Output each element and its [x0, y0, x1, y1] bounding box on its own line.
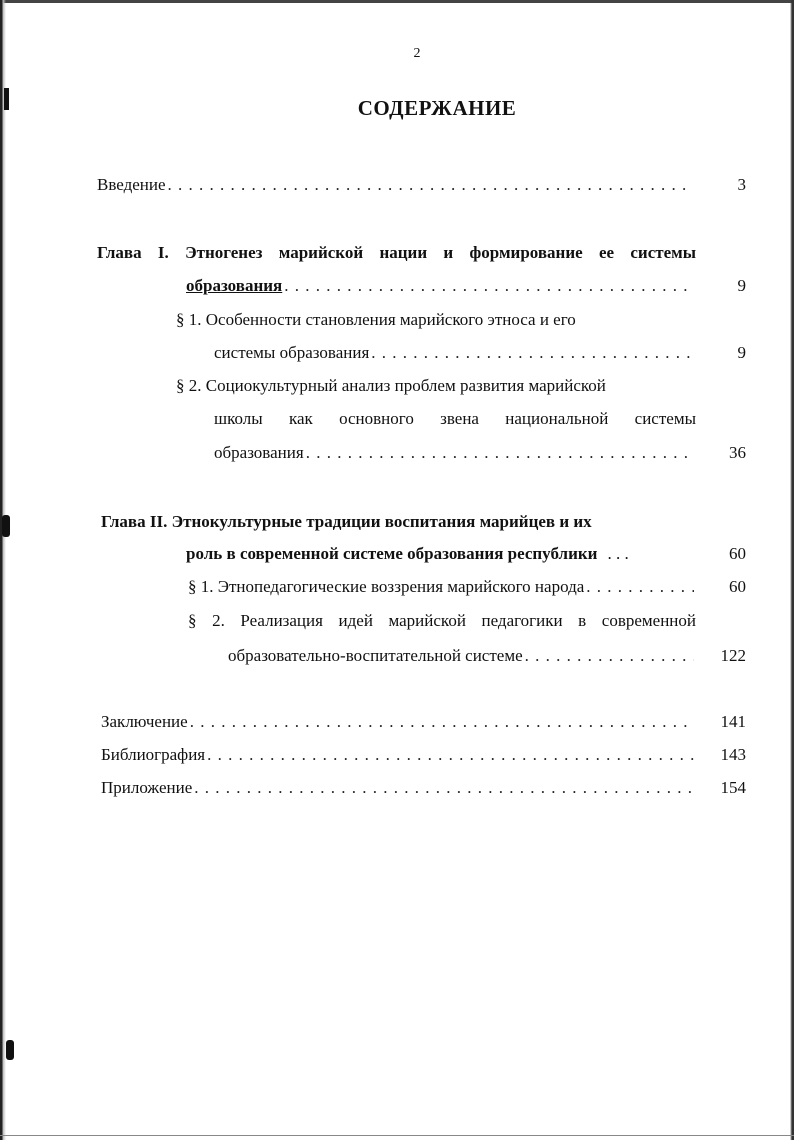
chapter2-title-line1[interactable]: Глава II. Этнокультурные традиции воспитания марийцев и их: [101, 512, 592, 531]
toc-page-bibliography: 143: [720, 745, 746, 764]
toc-label: Заключение: [101, 712, 188, 731]
chapter2-section2-line1[interactable]: § 2. Реализация идей марийской педагогики в современной: [188, 611, 696, 630]
leader-dots: [284, 276, 694, 296]
toc-label: Введение: [97, 175, 166, 194]
chapter1-title-line1[interactable]: Глава I. Этногенез марийской нации и формирование ее системы: [97, 243, 696, 262]
leader-dots: [194, 778, 694, 798]
toc-page-chapter1: 9: [737, 276, 746, 295]
leader-dots: [525, 646, 694, 666]
toc-entry-intro[interactable]: [97, 175, 693, 195]
toc-label: системы образования: [214, 343, 370, 362]
leader-dots: [168, 175, 691, 195]
scan-top-edge: [0, 0, 794, 3]
chapter1-section1-line2[interactable]: [214, 343, 696, 363]
toc-page-conclusion: 141: [720, 712, 746, 731]
chapter1-section1-line1[interactable]: § 1. Особенности становления марийского этноса и его: [176, 310, 576, 329]
leader-dots: [207, 745, 694, 765]
leader-dots: [190, 712, 694, 732]
toc-page-appendix: 154: [720, 778, 746, 797]
toc-label: Библиография: [101, 745, 206, 764]
leader-dots: [306, 443, 694, 463]
toc-page-chapter2: 60: [729, 544, 746, 563]
scan-mark: [2, 515, 10, 537]
toc-page-intro: 3: [737, 175, 746, 194]
toc-label: образования: [186, 276, 283, 295]
toc-label: образовательно-воспитательной системе: [228, 646, 523, 665]
toc-page-chapter1-section1: 9: [737, 343, 746, 362]
toc-page-chapter2-section2: 122: [720, 646, 746, 665]
scan-bottom-edge: [0, 1135, 794, 1136]
scan-mark: [6, 1040, 14, 1060]
leader-dots: . . .: [607, 544, 629, 563]
scan-left-edge: [0, 0, 6, 1140]
page-number: 2: [413, 46, 421, 61]
leader-dots: [586, 577, 694, 597]
toc-label: § 1. Этнопедагогические воззрения марийского народа: [188, 577, 585, 596]
chapter2-title-line2[interactable]: [186, 544, 696, 564]
chapter2-section1-line1[interactable]: [188, 577, 696, 597]
chapter1-section2-line2[interactable]: школы как основного звена национальной системы: [214, 409, 696, 428]
page-title: СОДЕРЖАНИЕ: [357, 96, 517, 120]
toc-label: Приложение: [101, 778, 193, 797]
scan-right-edge: [790, 0, 794, 1140]
toc-page-chapter1-section2: 36: [729, 443, 746, 462]
toc-page-chapter2-section1: 60: [729, 577, 746, 596]
chapter1-section2-line3[interactable]: [214, 443, 696, 463]
toc-label: роль в современной системе образования республики: [186, 544, 598, 563]
toc-entry-bibliography[interactable]: [101, 745, 696, 765]
chapter1-title-line2[interactable]: [186, 276, 696, 296]
toc-label: образования: [214, 443, 304, 462]
toc-entry-appendix[interactable]: [101, 778, 696, 798]
chapter2-section2-line2[interactable]: [228, 646, 696, 666]
toc-entry-conclusion[interactable]: [101, 712, 696, 732]
chapter1-section2-line1[interactable]: § 2. Социокультурный анализ проблем развития марийской: [176, 376, 606, 395]
leader-dots: [371, 343, 694, 363]
